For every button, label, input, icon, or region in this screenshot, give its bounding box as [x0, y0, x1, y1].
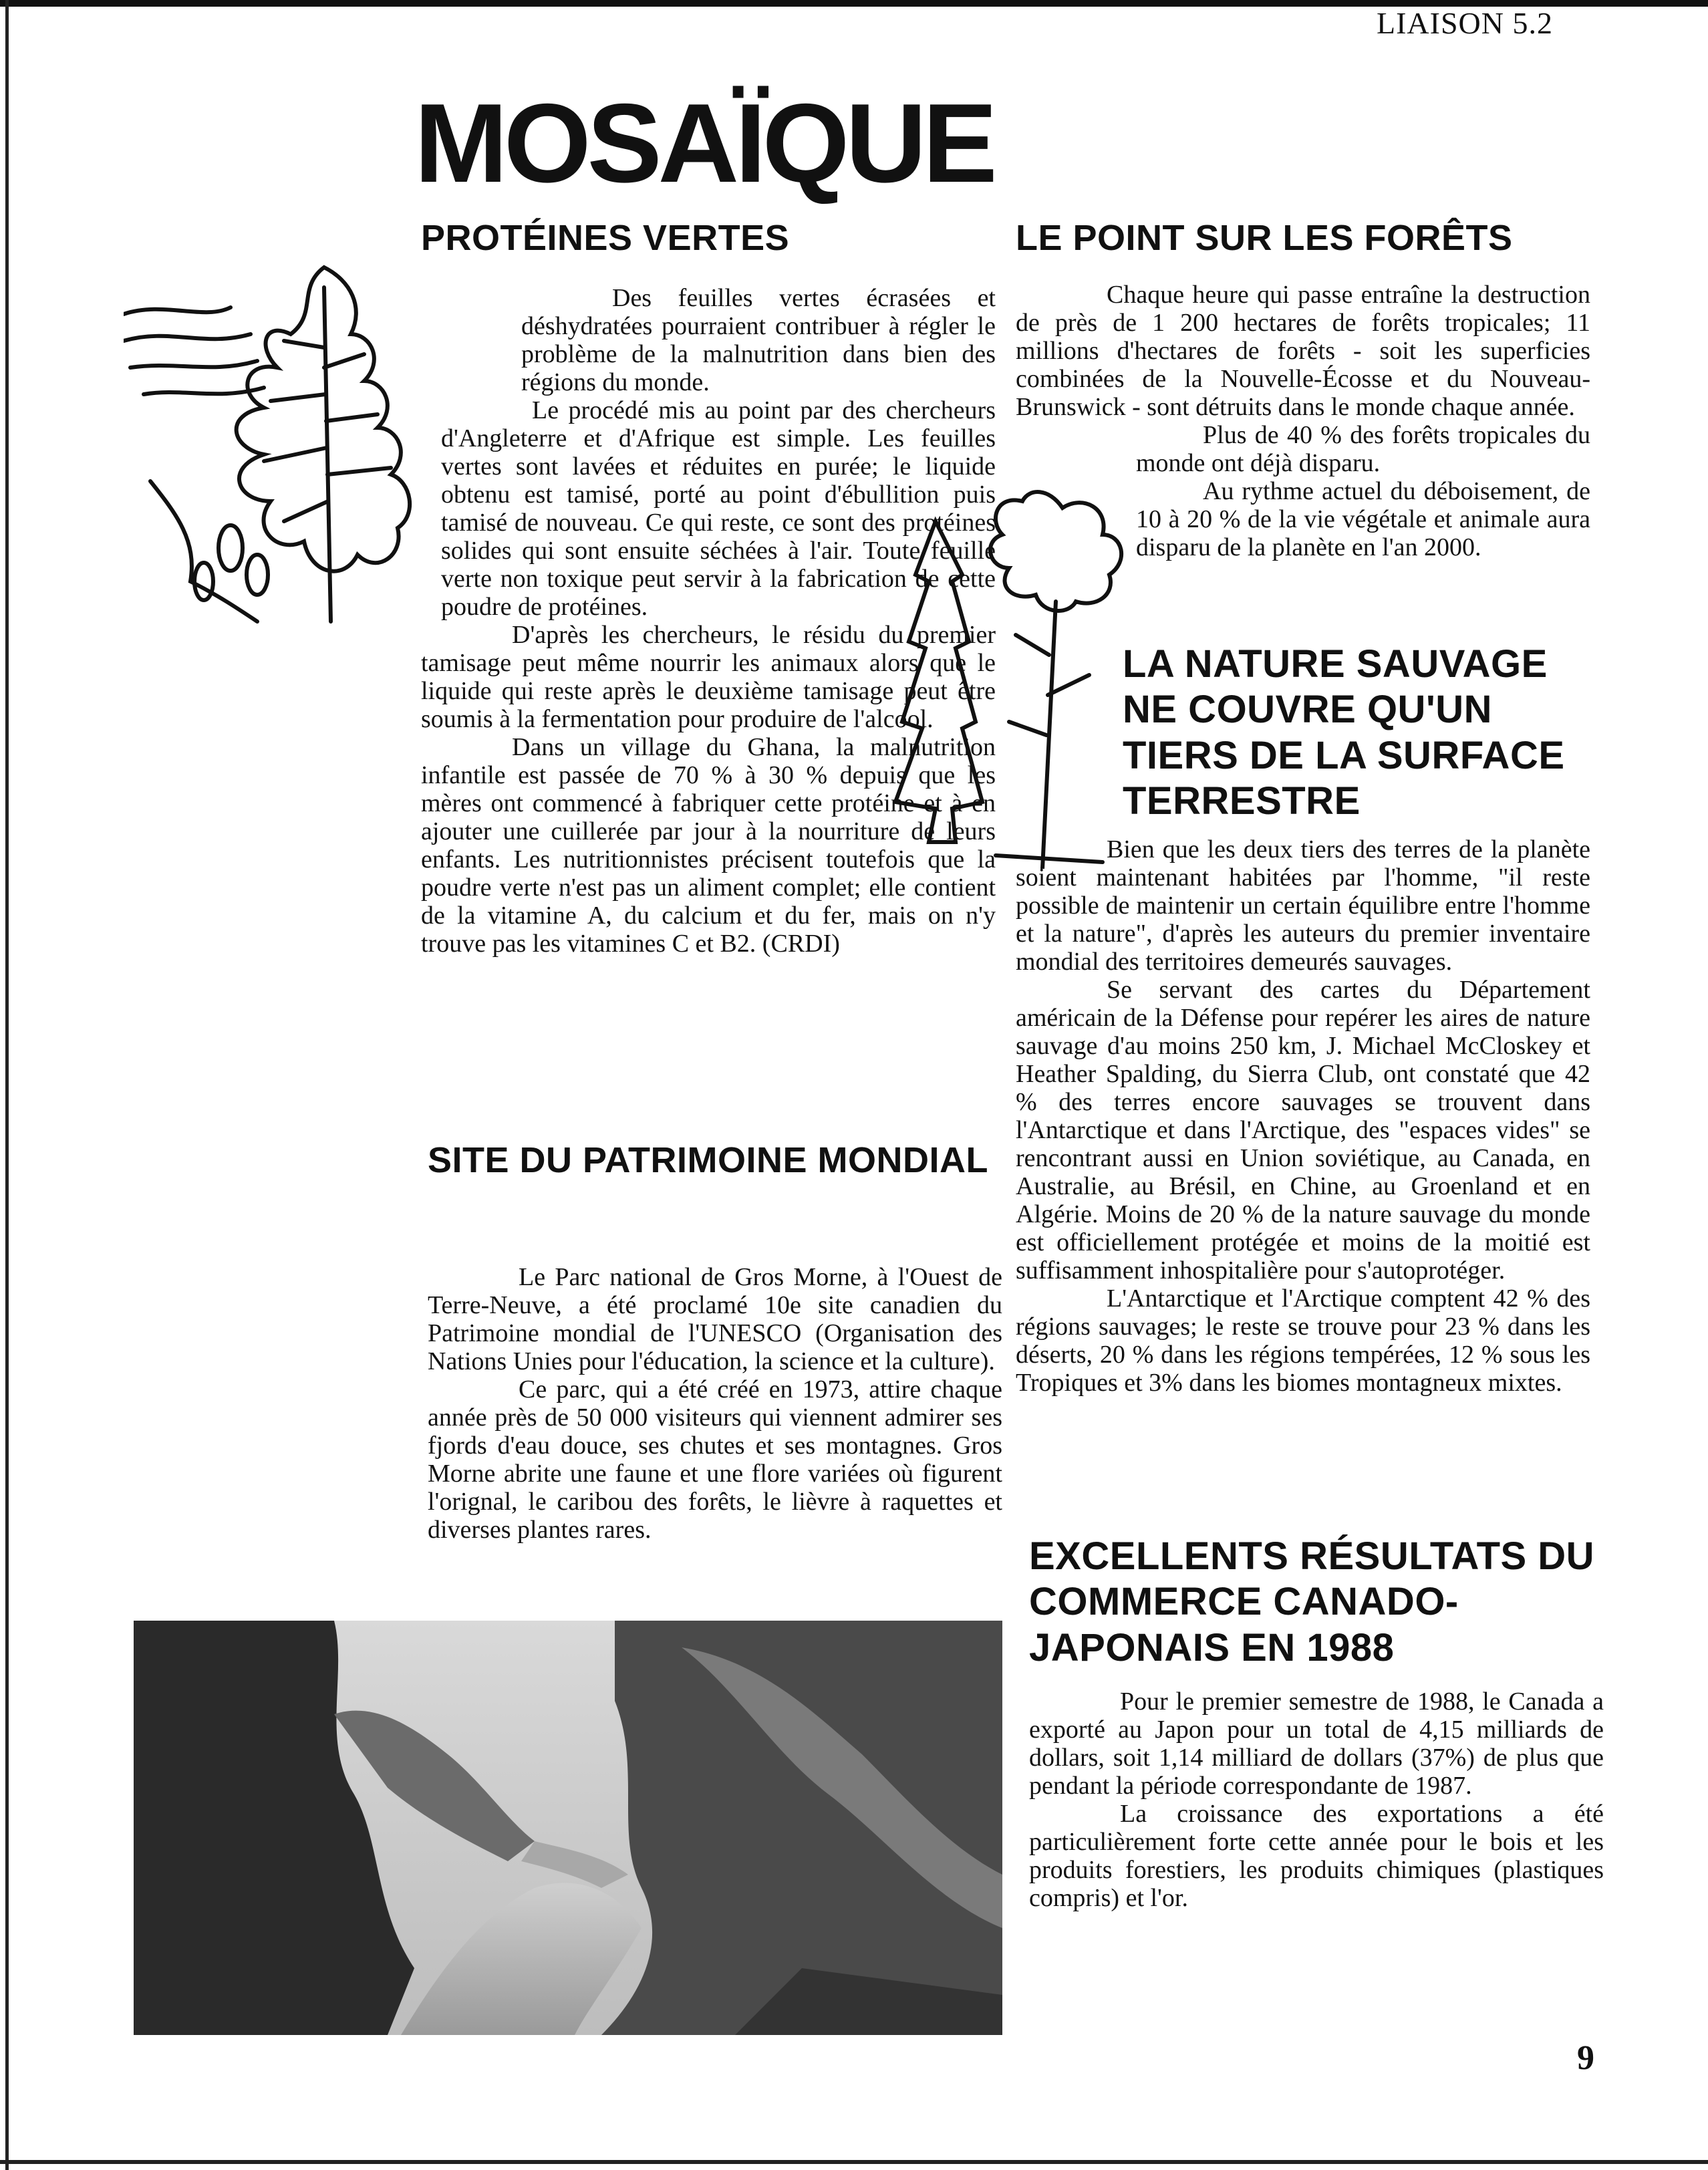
paragraph: La croissance des exportations a été particulièrement forte cette année pour le bois et les produits forestiers, les produits chimiques (plastiques compris) et l'or. [1029, 1800, 1604, 1912]
article-commerce-canado-japonais [1029, 1687, 1604, 1912]
paragraph: Ce parc, qui a été créé en 1973, attire chaque année près de 50 000 visiteurs qui viennent admirer ses fjords d'eau douce, ses chutes et ses montagnes. Gros Morne abrite une faune et une flore variées où figurent l'orignal, le caribou des forêts, le lièvre à raquettes et diverses plantes rares. [428, 1375, 1002, 1544]
heading-point-forets: LE POINT SUR LES FORÊTS [1016, 218, 1513, 258]
paragraph: D'après les chercheurs, le résidu du premier tamisage peut même nourrir les animaux alors que le liquide qui reste après le deuxième tamisage peut être soumis à la fermentation pour produire de l'alcool. [421, 621, 996, 733]
article-proteines-vertes [421, 284, 996, 958]
paragraph: Plus de 40 % des forêts tropicales du monde ont déjà disparu. [1136, 421, 1590, 477]
article-nature-sauvage [1016, 835, 1590, 1397]
oak-leaf-icon [124, 261, 418, 635]
bottom-border-rule [0, 2160, 1708, 2164]
fjord-landscape-photo [134, 1621, 1002, 2035]
paragraph: Des feuilles vertes écrasées et déshydratées pourraient contribuer à régler le problème de la malnutrition dans bien des régions du monde. [521, 284, 996, 396]
paragraph: Au rythme actuel du déboisement, de 10 à 20 % de la vie végétale et animale aura disparu de la planète en l'an 2000. [1136, 477, 1590, 561]
article-point-forets [1016, 281, 1590, 561]
article-site-patrimoine [428, 1263, 1002, 1544]
paragraph: Se servant des cartes du Département américain de la Défense pour repérer les aires de nature sauvage d'au moins 250 km, J. Michael McCloskey et Heather Spalding, du Sierra Club, ont constaté que 42 % des terres encore sauvages se trouvent dans l'Antarctique et dans l'Arctique, des "espaces vides" se rencontrant aussi en Union soviétique, au Canada, en Australie, au Brésil, en Chine, au Groenland et en Algérie. Moins de 20 % de la nature sauvage du monde est officiellement protégée et moins de la moitié est suffisamment inhospitalière pour s'autoprotéger. [1016, 976, 1590, 1284]
heading-site-patrimoine: SITE DU PATRIMOINE MONDIAL [428, 1140, 988, 1180]
paragraph: Pour le premier semestre de 1988, le Canada a exporté au Japon pour un total de 4,15 milliards de dollars, soit 1,14 milliard de dollars (37%) de plus que pendant la période correspondante de 1987. [1029, 1687, 1604, 1800]
heading-nature-sauvage: LA NATURE SAUVAGE NE COUVRE QU'UN TIERS DE LA SURFACE TERRESTRE [1123, 642, 1565, 823]
heading-commerce-canado-japonais: EXCELLENTS RÉSULTATS DU COMMERCE CANADO-JAPONAIS EN 1988 [1029, 1534, 1595, 1669]
paragraph: Le Parc national de Gros Morne, à l'Ouest de Terre-Neuve, a été proclamé 10e site canadien du Patrimoine mondial de l'UNESCO (Organisation des Nations Unies pour l'éducation, la science et la culture). [428, 1263, 1002, 1375]
left-border-rule [5, 0, 9, 2170]
paragraph: L'Antarctique et l'Arctique comptent 42 % des régions sauvages; le reste se trouve pour 23 % dans les déserts, 20 % dans les régions tempérées, 12 % sous les Tropiques et 3% dans les biomes montagneux mixtes. [1016, 1284, 1590, 1397]
series-label: LIAISON 5.2 [1377, 6, 1553, 40]
paragraph: Chaque heure qui passe entraîne la destruction de près de 1 200 hectares de forêts tropicales; 11 millions d'hectares de forêts - soit les superficies combinées de la Nouvelle-Écosse et du Nouveau-Brunswick - sont détruits dans le monde chaque année. [1016, 281, 1590, 421]
page-number: 9 [1577, 2039, 1594, 2077]
paragraph: Bien que les deux tiers des terres de la planète soient maintenant habitées par l'homme, "il reste possible de maintenir un certain équilibre entre l'homme et la nature", d'après les auteurs du premier inventaire mondial des territoires demeurés sauvages. [1016, 835, 1590, 976]
heading-proteines-vertes: PROTÉINES VERTES [421, 218, 790, 258]
paragraph: Le procédé mis au point par des chercheurs d'Angleterre et d'Afrique est simple. Les feuilles vertes sont lavées et réduites en purée; le liquide obtenu est tamisé, porté au point d'ébullition puis tamisé de nouveau. Ce qui reste, ce sont des protéines solides qui sont ensuite séchées à l'air. Toute feuille verte non toxique peut servir à la fabrication de cette poudre de protéines. [441, 396, 996, 621]
paragraph: Dans un village du Ghana, la malnutrition infantile est passée de 70 % à 30 % depuis que les mères ont commencé à fabriquer cette protéine et à en ajouter une cuillerée par jour à la nourriture de leurs enfants. Les nutritionnistes précisent toutefois que la poudre verte n'est pas un aliment complet; elle contient de la vitamine A, du calcium et du fer, mais on n'y trouve pas les vitamines C et B2. (CRDI) [421, 733, 996, 958]
masthead-title: MOSAÏQUE [414, 80, 994, 206]
